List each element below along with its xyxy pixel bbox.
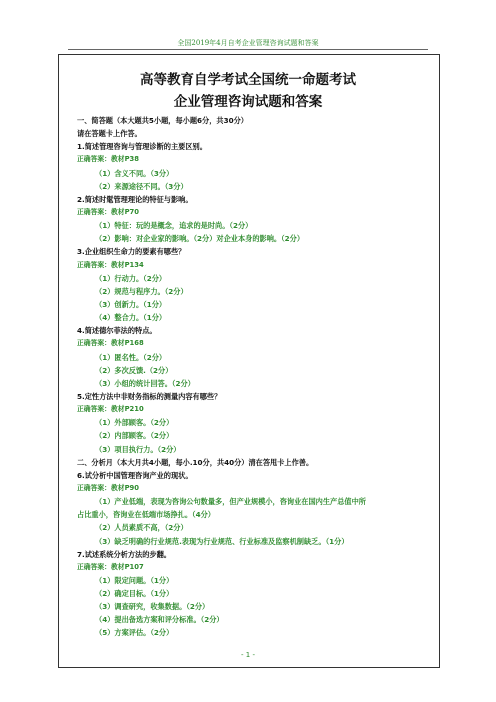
header-divider — [68, 49, 428, 50]
answer-item: （1）产业低端，表现为咨询公句数量多，但产业规模小，咨询业在国内生产总值中所 — [95, 497, 366, 507]
answer-reference: 正确答案：教材P134 — [77, 260, 144, 269]
page-number: - 1 - — [241, 651, 255, 659]
answer-item: （1）限定问题。（1分） — [95, 575, 174, 585]
answer-item: （1）含义不同。（3分） — [95, 168, 174, 178]
question-text: 7.试述系统分析方法的步翻。 — [77, 549, 171, 559]
answer-item: （1）行动力。（2分） — [95, 273, 167, 283]
answer-item: （2）多次反馈.（2分） — [95, 365, 173, 375]
question-text: 1.简述管理咨询与管理诊断的主要区别。 — [77, 142, 207, 152]
answer-item: （4）整合力。（1分） — [95, 313, 167, 323]
section-heading: 一、简答题（本大题共5小题，每小题6分，共30分） — [77, 116, 248, 125]
answer-item: （3）项目执行力。（2分） — [95, 444, 181, 454]
question-text: 6.试分析中国管理咨询产业的现状。 — [77, 470, 193, 480]
question-text: 4.简述德尔菲法的特点。 — [77, 326, 157, 336]
answer-item: （1）特征：玩的是概念，追求的是时尚。（2分） — [95, 221, 253, 231]
exam-subtitle: 企业管理咨询试题和答案 — [173, 94, 323, 110]
page-header: 全国2019年4月自考企业管理咨询试题和答案 — [177, 39, 319, 47]
answer-reference: 正确答案：教材P90 — [77, 483, 140, 492]
question-text: 2.简述时髦管理理论的特征与影响。 — [77, 194, 193, 204]
exam-title: 高等教育自学考试全国统一命题考试 — [140, 72, 356, 88]
answer-reference: 正确答案：教材P38 — [77, 155, 140, 164]
answer-reference: 正确答案：教材P168 — [77, 339, 144, 348]
answer-reference: 正确答案：教材P210 — [77, 405, 144, 414]
answer-item: （2）来源途径不同。（3分） — [95, 181, 188, 191]
answer-item: （2）规范与程序力。（2分） — [95, 286, 188, 296]
section-heading: 二、分析月（本大月共4小题，每小.10分，共40分）清在答甩卡上作善。 — [77, 457, 314, 467]
question-text: 3.企业组织生命力的要素有哪些？ — [77, 247, 186, 257]
answer-reference: 正确答案：教材P107 — [77, 562, 144, 571]
answer-item: （2）影响：对企业家的影响。（2分）对企业本身的影响。（2分） — [95, 234, 305, 244]
answer-item: （2）确定目标。（1分） — [95, 589, 174, 599]
answer-item: （3）缺乏明确的行业规范.表现为行业规范、行业标准及监察机制缺乏。（1分） — [95, 536, 349, 546]
section-heading: 请在答题卡上作答。 — [77, 129, 142, 139]
answer-item: （3）创新力。（1分） — [95, 299, 167, 309]
answer-item: （2）人员素质不高，（2分） — [95, 523, 188, 533]
exam-content — [77, 114, 432, 640]
answer-item: （3）小组的统计回答。（2分） — [95, 378, 195, 388]
answer-item: （1）外部顾客。（2分） — [95, 418, 174, 428]
answer-item: （3）调查研究，收集数据。（2分） — [95, 602, 210, 612]
answer-reference: 正确答案：教材P70 — [77, 207, 140, 216]
answer-item: （5）方案评估。（2分） — [95, 628, 174, 638]
answer-item: （2）内部顾客。（2分） — [95, 431, 174, 441]
question-text: 5.定性方法中非财务指标的测量内容有哪些？ — [77, 391, 222, 401]
answer-item-continued: 占比重小，咨询业在低端市场挣扎。（4分） — [77, 510, 215, 520]
answer-item: （4）提出备选方案和评分标准。（2分） — [95, 615, 224, 625]
answer-item: （1）匿名性。（2分） — [95, 352, 167, 362]
